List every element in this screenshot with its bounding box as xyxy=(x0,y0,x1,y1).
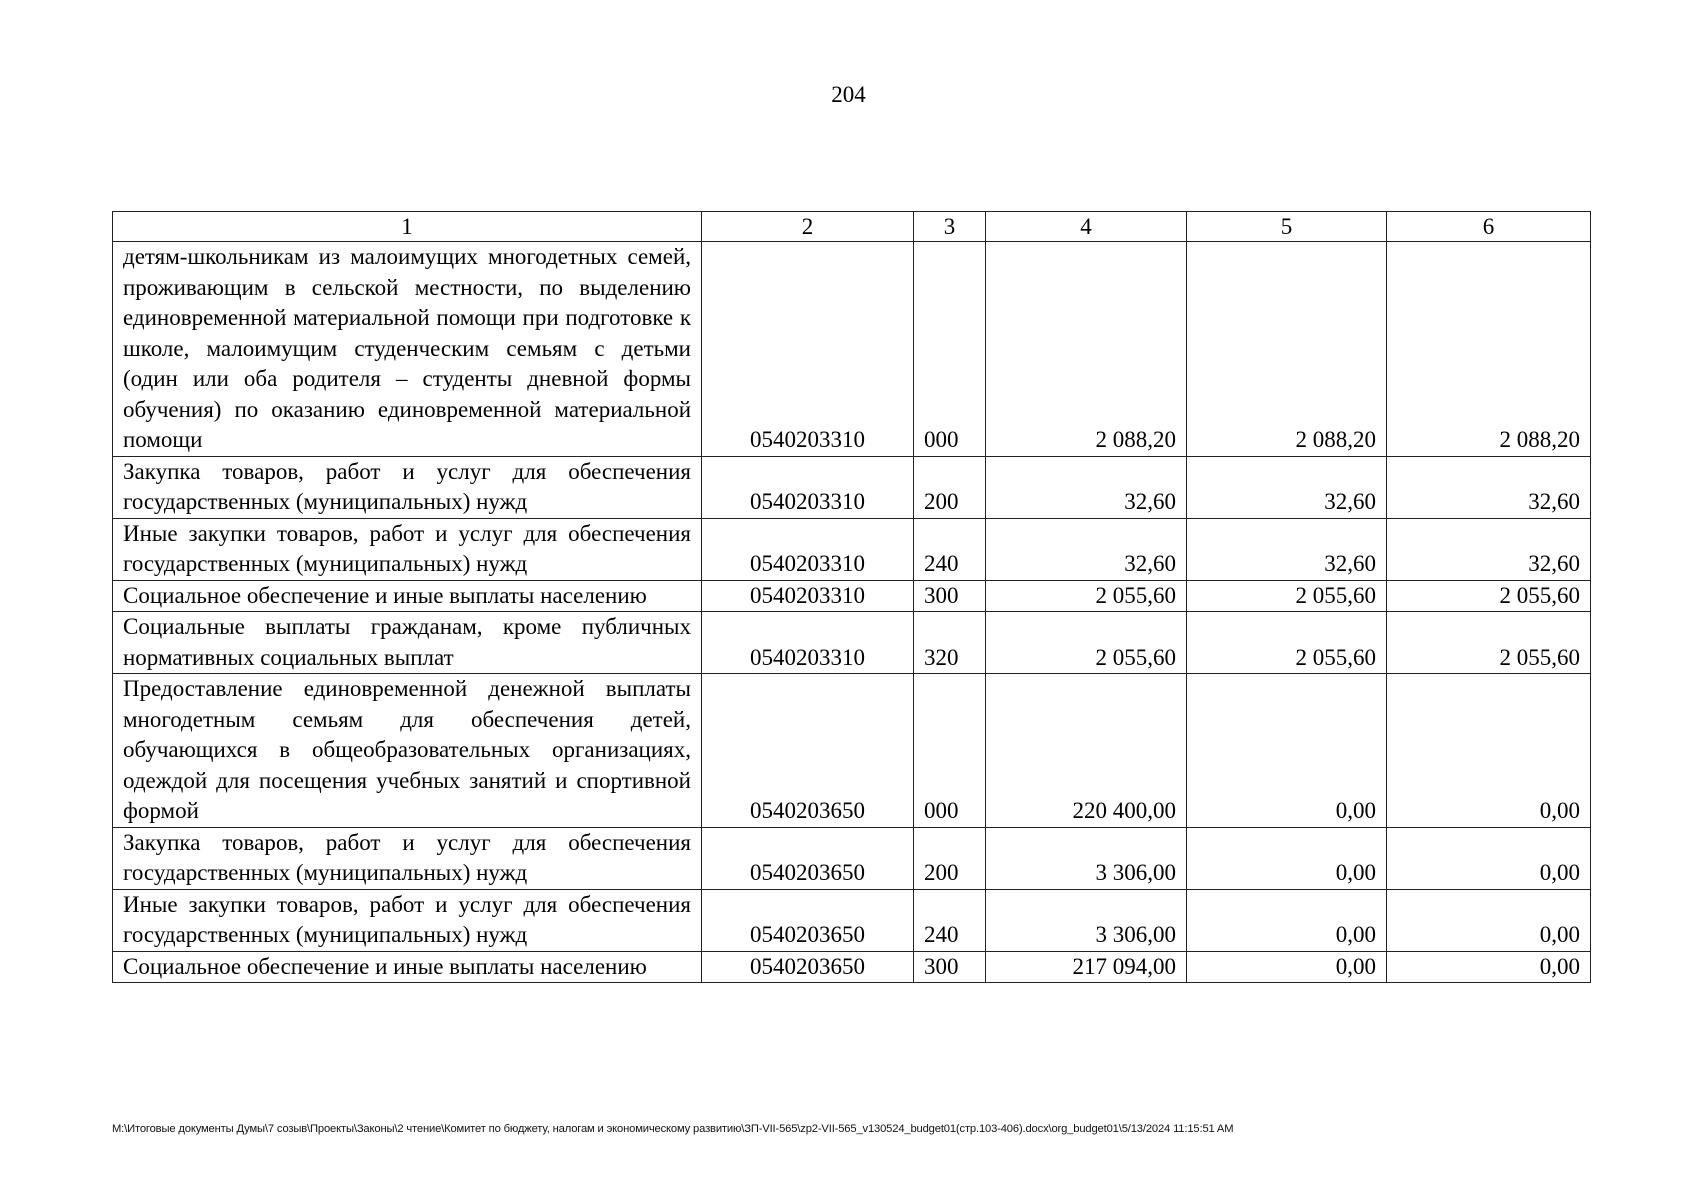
row-expense-type: 300 xyxy=(914,580,986,612)
row-expense-type: 300 xyxy=(914,951,986,983)
row-expense-type: 320 xyxy=(914,612,986,674)
row-amount-col5: 32,60 xyxy=(1187,456,1387,518)
row-description: Закупка товаров, работ и услуг для обеспечения государственных (муниципальных) нужд xyxy=(113,456,702,518)
header-col-4: 4 xyxy=(986,212,1187,242)
table-row xyxy=(113,889,1591,951)
row-amount-col5: 0,00 xyxy=(1187,951,1387,983)
header-col-2: 2 xyxy=(702,212,914,242)
row-amount-col4: 220 400,00 xyxy=(986,674,1187,828)
row-amount-col6: 2 088,20 xyxy=(1387,242,1591,457)
row-expense-type: 240 xyxy=(914,889,986,951)
table-row xyxy=(113,580,1591,612)
row-amount-col4: 3 306,00 xyxy=(986,827,1187,889)
table-row xyxy=(113,827,1591,889)
row-expense-type: 200 xyxy=(914,456,986,518)
row-amount-col6: 32,60 xyxy=(1387,518,1591,580)
row-target-code: 0540203310 xyxy=(702,612,914,674)
row-amount-col4: 2 055,60 xyxy=(986,580,1187,612)
row-description: Социальное обеспечение и иные выплаты населению xyxy=(113,580,702,612)
header-col-1: 1 xyxy=(113,212,702,242)
row-amount-col4: 3 306,00 xyxy=(986,889,1187,951)
row-target-code: 0540203310 xyxy=(702,580,914,612)
row-amount-col6: 0,00 xyxy=(1387,951,1591,983)
row-amount-col4: 217 094,00 xyxy=(986,951,1187,983)
table-row xyxy=(113,456,1591,518)
row-amount-col5: 2 055,60 xyxy=(1187,612,1387,674)
row-amount-col5: 2 055,60 xyxy=(1187,580,1387,612)
footer-file-path: M:\Итоговые документы Думы\7 созыв\Проекты\Законы\2 чтение\Комитет по бюджету, налогам и экономическому развитию\ЗП-VII-565\zp2-VII-565_v130524_budget01(стр.103-406).docx\org_budget01\5/13/2024 11:15:51 AM xyxy=(112,1123,1234,1135)
row-target-code: 0540203310 xyxy=(702,456,914,518)
table-row xyxy=(113,674,1591,828)
row-description: Предоставление единовременной денежной выплаты многодетным семьям для обеспечения детей, обучающихся в общеобразовательных организациях, одеждой для посещения учебных занятий и спортивной формой xyxy=(113,674,702,828)
row-amount-col5: 0,00 xyxy=(1187,827,1387,889)
row-target-code: 0540203650 xyxy=(702,827,914,889)
row-expense-type: 240 xyxy=(914,518,986,580)
page-number: 204 xyxy=(831,82,866,107)
row-target-code: 0540203310 xyxy=(702,242,914,457)
row-amount-col4: 2 088,20 xyxy=(986,242,1187,457)
header-row xyxy=(113,212,1591,242)
row-expense-type: 200 xyxy=(914,827,986,889)
row-amount-col4: 2 055,60 xyxy=(986,612,1187,674)
header-col-5: 5 xyxy=(1187,212,1387,242)
row-target-code: 0540203650 xyxy=(702,951,914,983)
row-expense-type: 000 xyxy=(914,242,986,457)
budget-table xyxy=(112,211,1591,983)
table-row xyxy=(113,518,1591,580)
row-description: детям-школьникам из малоимущих многодетных семей, проживающим в сельской местности, по выделению единовременной материальной помощи при подготовке к школе, малоимущим студенческим семьям с детьми (один или оба родителя – студенты дневной формы обучения) по оказанию единовременной материальной помощи xyxy=(113,242,702,457)
row-amount-col5: 0,00 xyxy=(1187,674,1387,828)
row-target-code: 0540203650 xyxy=(702,889,914,951)
header-col-3: 3 xyxy=(914,212,986,242)
row-amount-col4: 32,60 xyxy=(986,518,1187,580)
row-amount-col6: 2 055,60 xyxy=(1387,580,1591,612)
row-expense-type: 000 xyxy=(914,674,986,828)
header-col-6: 6 xyxy=(1387,212,1591,242)
row-description: Иные закупки товаров, работ и услуг для обеспечения государственных (муниципальных) нужд xyxy=(113,889,702,951)
row-amount-col6: 0,00 xyxy=(1387,827,1591,889)
row-amount-col6: 0,00 xyxy=(1387,889,1591,951)
row-amount-col6: 2 055,60 xyxy=(1387,612,1591,674)
row-amount-col5: 2 088,20 xyxy=(1187,242,1387,457)
row-amount-col5: 0,00 xyxy=(1187,889,1387,951)
table-row xyxy=(113,951,1591,983)
row-amount-col6: 0,00 xyxy=(1387,674,1591,828)
table-row xyxy=(113,612,1591,674)
row-amount-col4: 32,60 xyxy=(986,456,1187,518)
row-target-code: 0540203650 xyxy=(702,674,914,828)
row-amount-col6: 32,60 xyxy=(1387,456,1591,518)
table-row xyxy=(113,242,1591,457)
row-amount-col5: 32,60 xyxy=(1187,518,1387,580)
row-description: Социальное обеспечение и иные выплаты населению xyxy=(113,951,702,983)
row-description: Иные закупки товаров, работ и услуг для обеспечения государственных (муниципальных) нужд xyxy=(113,518,702,580)
row-description: Социальные выплаты гражданам, кроме публичных нормативных социальных выплат xyxy=(113,612,702,674)
row-description: Закупка товаров, работ и услуг для обеспечения государственных (муниципальных) нужд xyxy=(113,827,702,889)
row-target-code: 0540203310 xyxy=(702,518,914,580)
